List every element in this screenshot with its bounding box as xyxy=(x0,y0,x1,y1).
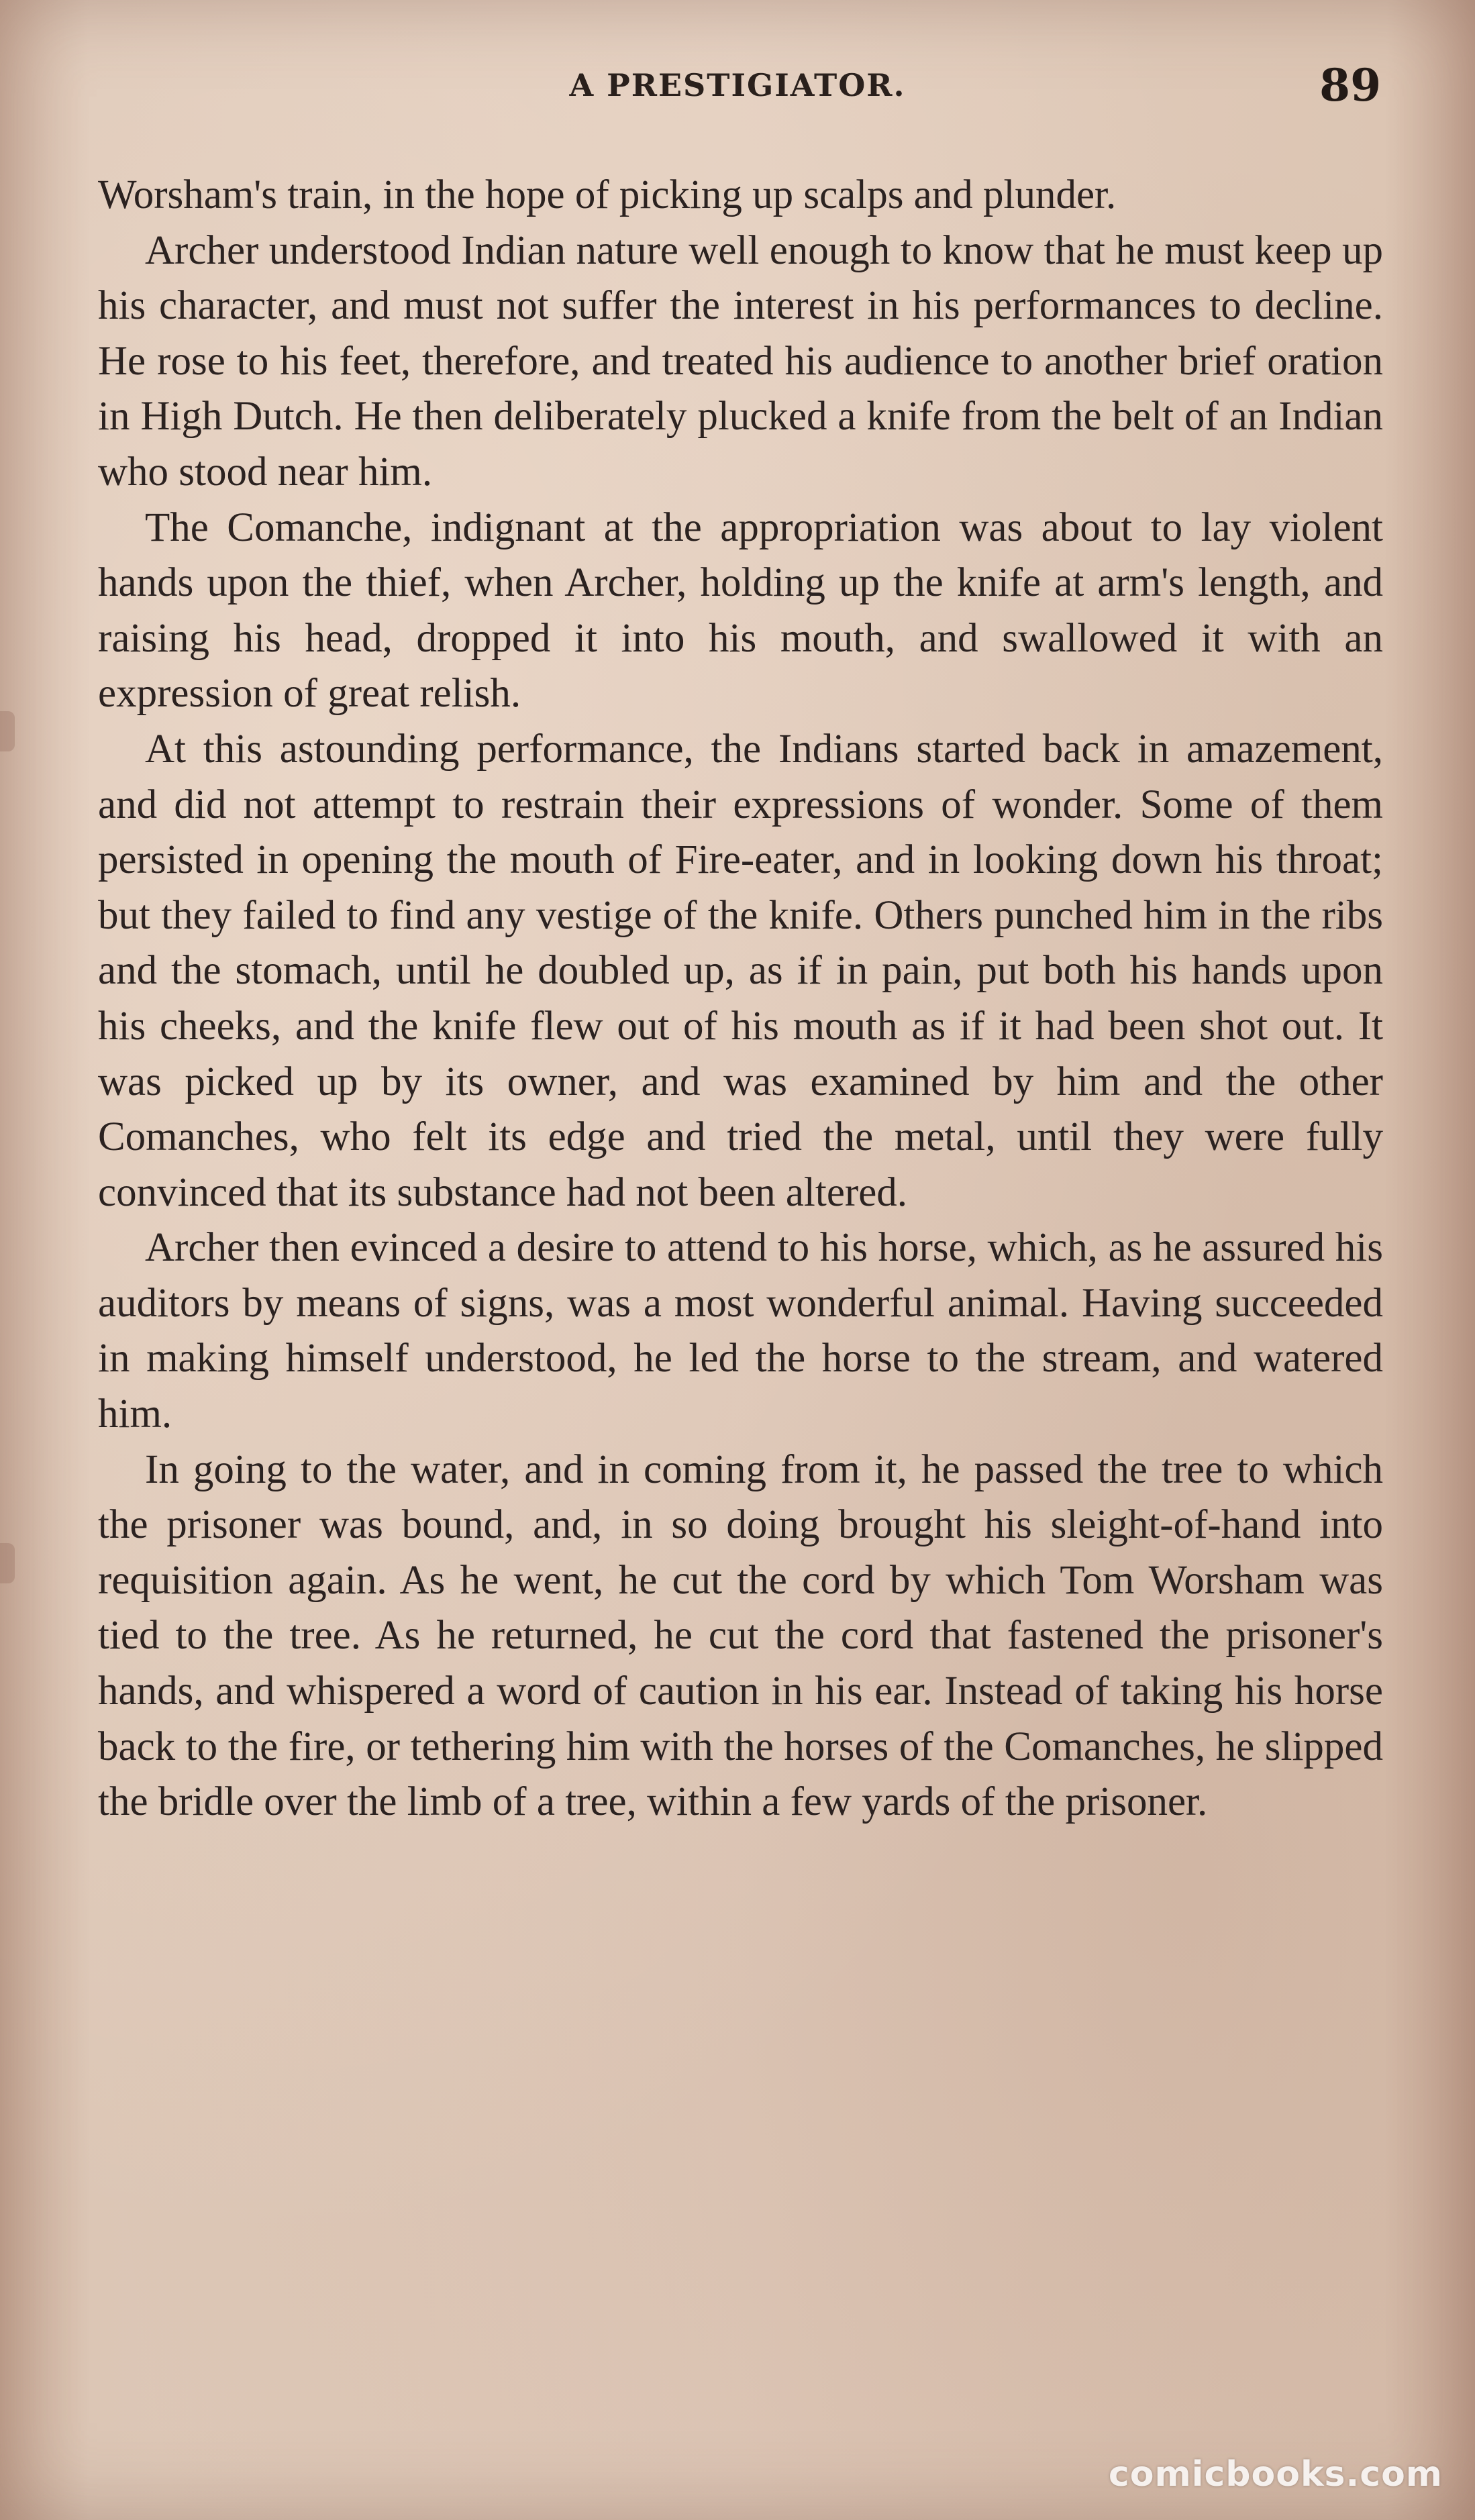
page-edge-mark xyxy=(0,1543,15,1583)
page-number: 89 xyxy=(1319,59,1381,111)
running-title: A PRESTIGIATOR. xyxy=(569,67,906,103)
paragraph: Archer then evinced a desire to attend to his horse, which, as he assured his auditors by means of signs, was a most wonderful animal. Having succeeded in making himself understood, he led the horse to the stream, and watered him. xyxy=(98,1225,1383,1437)
paragraph: Archer understood Indian nature well enough to know that he must keep up his character, and must not suffer the interest in his performances to decline. He rose to his feet, therefore, and treated his audience to another brief oration in High Dutch. He then deliberately plucked a knife from the belt of an Indian who stood near him. xyxy=(98,227,1383,494)
paragraph: In going to the water, and in coming from it, he passed the tree to which the prisoner was bound, and, in so doing brought his sleight-of-hand into requisition again. As he went, he cut the cord by which Tom Worsham was tied to the tree. As he returned, he cut the cord that fastened the prisoner's hands, and whispered a word of caution in his ear. Instead of taking his horse back to the fire, or tethering him with the horses of the Comanches, he slipped the bridle over the limb of a tree, within a few yards of the prisoner. xyxy=(98,1447,1383,1825)
watermark: comicbooks.com xyxy=(1108,2454,1443,2495)
page-header xyxy=(0,59,1475,113)
paragraph: Worsham's train, in the hope of picking up scalps and plunder. xyxy=(98,172,1117,217)
body-text xyxy=(98,168,1383,1830)
paragraph: At this astounding performance, the Indians started back in amazement, and did not attempt to restrain their expressions of wonder. Some of them persisted in opening the mouth of Fire-eater, and in looking down his throat; but they failed to find any vestige of the knife. Others punched him in the ribs and the stomach, until he doubled up, as if in pain, put both his hands upon his cheeks, and the knife flew out of his mouth as if it had been shot out. It was picked up by its owner, and was examined by him and the other Comanches, who felt its edge and tried the metal, until they were fully convinced that its substance had not been altered. xyxy=(98,726,1383,1215)
paragraph: The Comanche, indignant at the appropriation was about to lay violent hands upon the thief, when Archer, holding up the knife at arm's length, and raising his head, dropped it into his mouth, and swallowed it with an expression of great relish. xyxy=(98,505,1383,717)
page-edge-mark xyxy=(0,711,15,751)
